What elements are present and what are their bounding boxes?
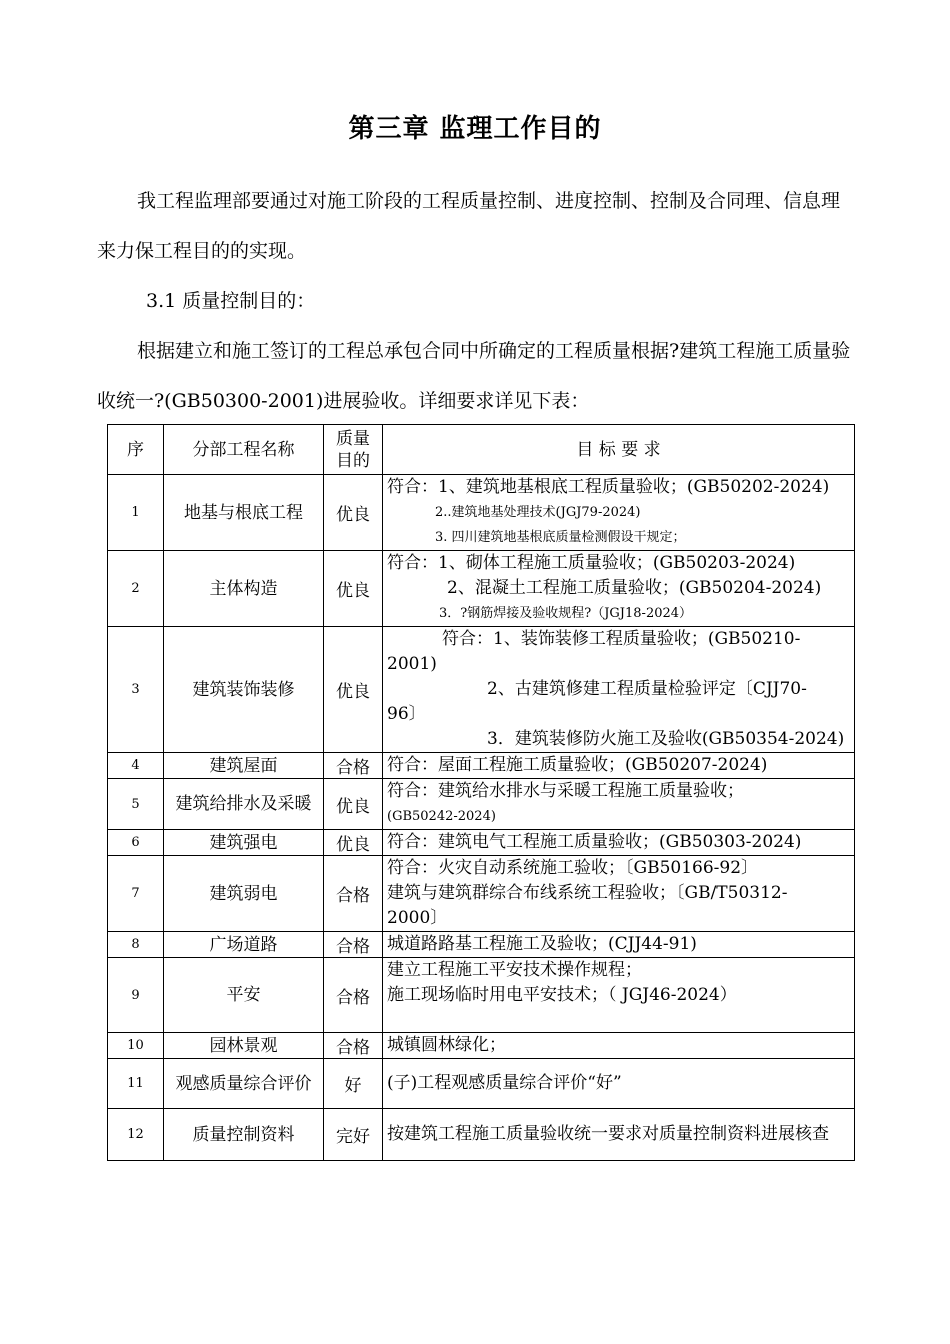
- row-no: 10: [108, 1033, 164, 1059]
- requirement-line: (GB50242-2024): [387, 809, 496, 824]
- row-requirement: [383, 932, 855, 958]
- requirement-line: 2、古建筑修建工程质量检验评定〔CJJ70-: [487, 679, 807, 699]
- table-row: [108, 551, 855, 627]
- row-requirement: [383, 958, 855, 1033]
- table-row: [108, 1109, 855, 1161]
- row-requirement: [383, 1109, 855, 1161]
- row-requirement: [383, 1033, 855, 1059]
- row-level: 优良: [324, 551, 383, 627]
- row-no: 5: [108, 779, 164, 830]
- table-row: [108, 475, 855, 551]
- requirement-line: 按建筑工程施工质量验收统一要求对质量控制资料进展核查: [387, 1124, 829, 1144]
- row-requirement: [383, 779, 855, 830]
- requirement-line: 施工现场临时用电平安技术；（ JGJ46-2024）: [387, 985, 737, 1005]
- row-requirement: [383, 856, 855, 932]
- table-row: [108, 753, 855, 779]
- requirement-line: 建立工程施工平安技术操作规程；: [387, 960, 642, 980]
- row-name: 园林景观: [164, 1033, 324, 1059]
- requirement-line: 城镇圆林绿化；: [387, 1035, 506, 1055]
- row-no: 6: [108, 830, 164, 856]
- section-heading: 3.1 质量控制目的：: [146, 290, 316, 312]
- row-name: 建筑弱电: [164, 856, 324, 932]
- requirement-line: 建筑与建筑群综合布线系统工程验收；〔GB/T50312-: [387, 883, 788, 903]
- row-name: 建筑给排水及采暖: [164, 779, 324, 830]
- requirement-line: 符合：屋面工程施工质量验收；(GB50207-2024): [387, 755, 768, 775]
- chapter-title: 第三章 监理工作目的: [348, 114, 602, 144]
- row-level: 合格: [324, 753, 383, 779]
- intro-paragraph: 我工程监理部要通过对施工阶段的工程质量控制、进度控制、控制及合同理、信息理来力保工程目的的实现。: [97, 190, 841, 262]
- header-name: 分部工程名称: [164, 425, 324, 475]
- requirement-line: 3．建筑装修防火施工及验收(GB50354-2024): [487, 729, 845, 749]
- row-level: 合格: [324, 958, 383, 1033]
- table-row: [108, 856, 855, 932]
- row-level: 合格: [324, 932, 383, 958]
- row-level: 合格: [324, 856, 383, 932]
- row-no: 11: [108, 1059, 164, 1109]
- row-name: 主体构造: [164, 551, 324, 627]
- requirement-line: (子)工程观感质量综合评价“好”: [387, 1073, 622, 1093]
- requirement-line: 符合：1、建筑地基根底工程质量验收；(GB50202-2024): [387, 477, 830, 497]
- quality-target-table: [107, 424, 855, 1161]
- row-name: 广场道路: [164, 932, 324, 958]
- row-name: 质量控制资料: [164, 1109, 324, 1161]
- row-level: 优良: [324, 830, 383, 856]
- row-no: 4: [108, 753, 164, 779]
- requirement-line: 2001): [387, 654, 437, 674]
- requirement-line: 符合：建筑电气工程施工质量验收；(GB50303-2024): [387, 832, 802, 852]
- requirement-line: 3．?钢筋焊接及验收规程?（JGJ18-2024）: [439, 606, 693, 621]
- row-level: 好: [324, 1059, 383, 1109]
- requirement-line: 2000〕: [387, 908, 448, 928]
- table-row: [108, 1033, 855, 1059]
- row-no: 8: [108, 932, 164, 958]
- row-level: 优良: [324, 779, 383, 830]
- row-name: 平安: [164, 958, 324, 1033]
- row-name: 建筑强电: [164, 830, 324, 856]
- requirement-line: 符合：1、装饰装修工程质量验收；(GB50210-: [442, 629, 801, 649]
- requirement-line: 符合：建筑给水排水与采暖工程施工质量验收；: [387, 781, 744, 801]
- row-no: 12: [108, 1109, 164, 1161]
- row-name: 观感质量综合评价: [164, 1059, 324, 1109]
- table-row: [108, 958, 855, 1033]
- requirement-line: 符合：1、砌体工程施工质量验收；(GB50203-2024): [387, 553, 796, 573]
- requirement-line: 3. 四川建筑地基根底质量检测假设干规定；: [435, 530, 686, 545]
- header-requirement: 目 标 要 求: [383, 425, 855, 475]
- requirement-line: 96〕: [387, 704, 426, 724]
- header-level: 质量目的: [324, 425, 383, 475]
- requirement-line: 符合：火灾自动系统施工验收；〔GB50166-92〕: [387, 858, 759, 878]
- row-level: 完好: [324, 1109, 383, 1161]
- row-name: 地基与根底工程: [164, 475, 324, 551]
- row-requirement: [383, 753, 855, 779]
- row-requirement: [383, 627, 855, 753]
- row-no: 7: [108, 856, 164, 932]
- row-no: 1: [108, 475, 164, 551]
- row-requirement: [383, 830, 855, 856]
- basis-paragraph: 根据建立和施工签订的工程总承包合同中所确定的工程质量根据?建筑工程施工质量验收统一?(GB50300-2001)进展验收。详细要求详见下表：: [97, 340, 851, 412]
- row-requirement: [383, 551, 855, 627]
- header-no: 序: [108, 425, 164, 475]
- requirement-line: 城道路路基工程施工及验收；(CJJ44-91): [387, 934, 697, 954]
- row-requirement: [383, 475, 855, 551]
- row-level: 优良: [324, 627, 383, 753]
- requirement-line: 2、混凝土工程施工质量验收；(GB50204-2024): [447, 578, 822, 598]
- row-level: 合格: [324, 1033, 383, 1059]
- row-name: 建筑屋面: [164, 753, 324, 779]
- table-header-row: [108, 425, 855, 475]
- table-row: [108, 627, 855, 753]
- row-level: 优良: [324, 475, 383, 551]
- requirement-line: 2..建筑地基处理技术(JGJ79-2024): [435, 505, 641, 520]
- table-row: [108, 932, 855, 958]
- table-row: [108, 779, 855, 830]
- row-no: 9: [108, 958, 164, 1033]
- row-requirement: [383, 1059, 855, 1109]
- row-name: 建筑装饰装修: [164, 627, 324, 753]
- table-row: [108, 1059, 855, 1109]
- table-row: [108, 830, 855, 856]
- row-no: 2: [108, 551, 164, 627]
- row-no: 3: [108, 627, 164, 753]
